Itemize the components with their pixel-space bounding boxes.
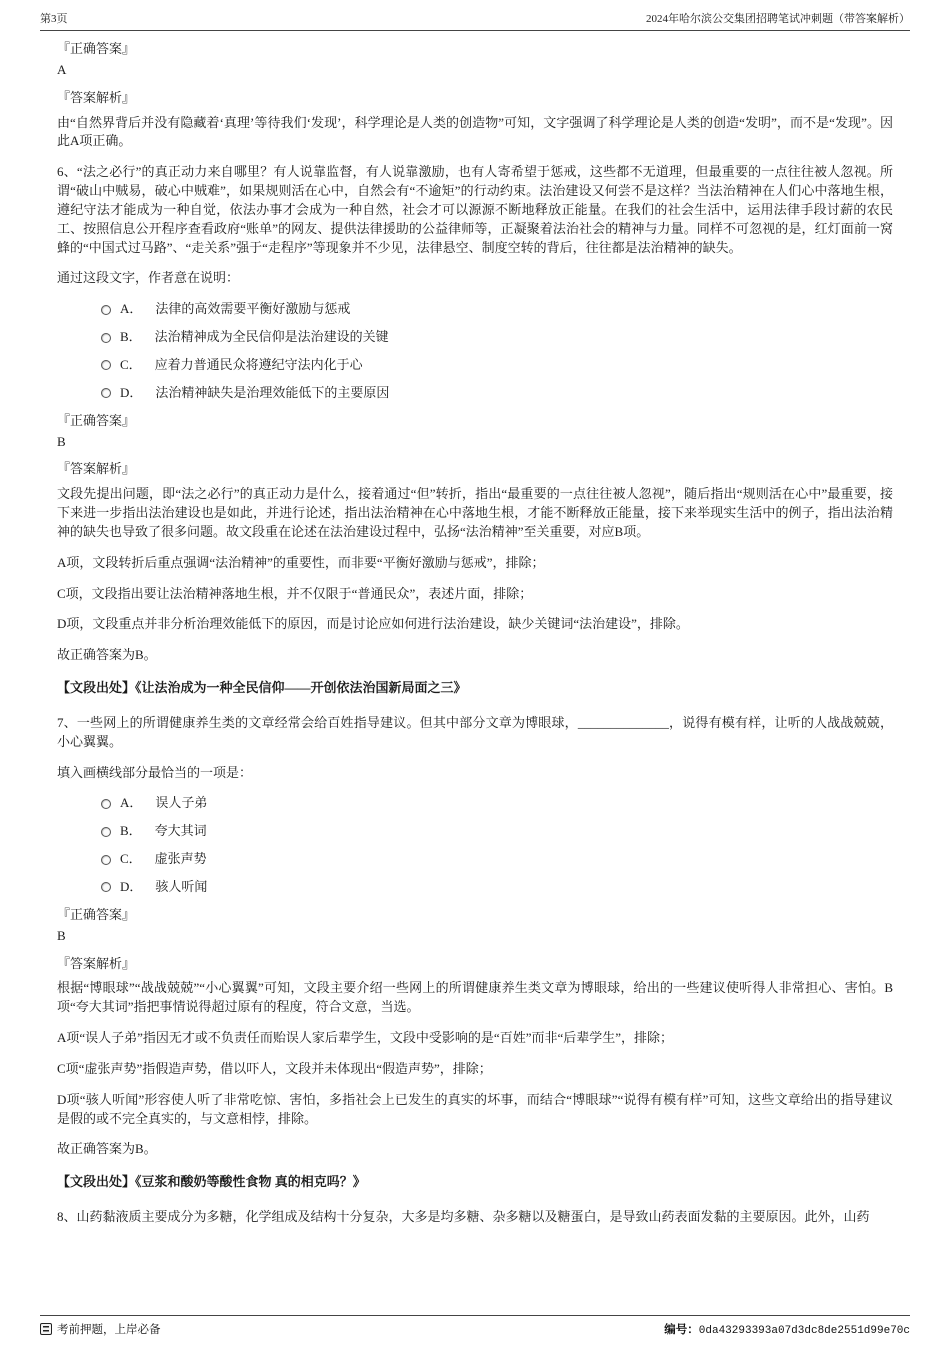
q7-point-d: D项“骇人听闻”形容使人听了非常吃惊、害怕，多指社会上已发生的真实的坏事，而结合“博眼球”“说得有模有样”可知，这些文章给出的指导建议是假的或不完全真实的，与文意相悖，排除。 <box>57 1091 893 1126</box>
question-7-stem: 7、一些网上的所谓健康养生类的文章经常会给百姓指导建议。但其中部分文章为博眼球，______________，说得有模有样，让听的人战战兢兢，小心翼翼。 <box>57 714 893 749</box>
question-6-prompt: 通过这段文字，作者意在说明： <box>57 270 240 286</box>
option-q7-a[interactable] <box>101 794 893 813</box>
option-text: 法治精神成为全民信仰是法治建设的关键 <box>154 329 389 345</box>
q7-source: 【文段出处】《豆浆和酸奶等酸性食物 真的相克吗？》 <box>57 1174 366 1190</box>
page-number: 第3页 <box>40 13 68 25</box>
document-title: 2024年哈尔滨公交集团招聘笔试冲刺题（带答案解析） <box>646 13 910 25</box>
option-letter: A． <box>120 301 143 317</box>
analysis-label: 『答案解析』 <box>57 89 136 105</box>
option-q6-c[interactable] <box>101 356 893 375</box>
correct-answer-label: 『正确答案』 <box>57 906 136 922</box>
q6-source: 【文段出处】《让法治成为一种全民信仰——开创依法治国新局面之三》 <box>57 680 467 696</box>
option-text: 法治精神缺失是治理效能低下的主要原因 <box>155 384 390 400</box>
correct-answer-label: 『正确答案』 <box>57 412 136 428</box>
q7-conclusion: 故正确答案为B。 <box>57 1141 157 1157</box>
answer-value-prev: A <box>57 61 67 77</box>
page-header <box>40 10 910 31</box>
option-letter: C． <box>120 356 142 372</box>
radio-icon[interactable] <box>101 360 111 370</box>
option-letter: A． <box>120 795 143 811</box>
radio-icon[interactable] <box>101 305 111 315</box>
option-letter: C． <box>120 851 142 867</box>
q6-point-a: A项，文段转折后重点强调“法治精神”的重要性，而非要“平衡好激励与惩戒”，排除； <box>57 554 545 570</box>
q7-point-c: C项“虚张声势”指假造声势，借以吓人，文段并未体现出“假造声势”，排除； <box>57 1060 492 1076</box>
answer-value-q7: B <box>57 927 66 943</box>
radio-icon[interactable] <box>101 882 111 892</box>
radio-icon[interactable] <box>101 799 111 809</box>
question-7-prompt: 填入画横线部分最恰当的一项是： <box>57 764 253 780</box>
option-q7-b[interactable] <box>101 822 893 841</box>
q6-point-c: C项，文段指出要让法治精神落地生根，并不仅限于“普通民众”，表述片面，排除； <box>57 585 533 601</box>
radio-icon[interactable] <box>101 827 111 837</box>
q7-point-a: A项“误人子弟”指因无才或不负责任而贻误人家后辈学生，文段中受影响的是“百姓”而非“后辈学生”，排除； <box>57 1030 674 1046</box>
question-7-options <box>57 794 893 896</box>
radio-icon[interactable] <box>101 333 111 343</box>
analysis-label: 『答案解析』 <box>57 955 136 971</box>
question-6-stem: 6、“法之必行”的真正动力来自哪里？有人说靠监督，有人说靠激励，也有人寄希望于惩戒，这些都不无道理，但最重要的一点往往被人忽视。所谓“破山中贼易，破心中贼难”，如果规则活在心中，自然会有“不逾矩”的行动约束。法治建设又何尝不是这样？当法治精神在人们心中落地生根，遵纪守法才能成为一种自觉，依法办事才会成为一种自然，社会才可以源源不断地释放正能量。在我们的社会生活中，运用法律手段讨薪的农民工、按照信息公开程序查看政府“账单”的网友、提供法律援助的公益律师等，正凝聚着法治社会的精神与力量。同样不可忽视的是，红灯面前一窝蜂的“中国式过马路”、“走关系”强于“走程序”等现象并不少见，法律悬空、制度空转的背后，往往都是法治精神的缺失。 <box>57 164 893 255</box>
option-letter: B． <box>120 329 142 345</box>
option-q7-d[interactable] <box>101 878 893 897</box>
analysis-text-prev: 由“自然界背后并没有隐藏着‘真理’等待我们‘发现’，科学理论是人类的创造物”可知，文字强调了科学理论是人类的创造“发明”，而不是“发现”。因此A项正确。 <box>57 114 893 149</box>
correct-answer-label: 『正确答案』 <box>57 41 136 56</box>
option-q6-a[interactable] <box>101 300 893 319</box>
analysis-label: 『答案解析』 <box>57 461 136 477</box>
analysis-text-q6: 文段先提出问题，即“法之必行”的真正动力是什么，接着通过“但”转折，指出“最重要的一点往往被人忽视”，随后指出“规则活在心中”最重要，接下来进一步指出法治建设也是如此，并进行论述，指出法治精神在心中落地生根，才能不断释放正能量，接下来举现实生活中的例子，指出法治精神的缺失也导致了很多问题。故文段重在论述在法治建设过程中，弘扬“法治精神”至关重要，对应B项。 <box>57 486 893 539</box>
radio-icon[interactable] <box>101 388 111 398</box>
option-q7-c[interactable] <box>101 850 893 869</box>
option-text: 法律的高效需要平衡好激励与惩戒 <box>155 301 351 317</box>
doc-code: 0da43293393a07d3dc8de2551d99e70c <box>698 1325 910 1337</box>
analysis-text-q7: 根据“博眼球”“战战兢兢”“小心翼翼”可知，文段主要介绍一些网上的所谓健康养生类文章为博眼球，给出的一些建议使听得人非常担心、害怕。B项“夸大其词”指把事情说得超过原有的程度，符合文意，当选。 <box>57 980 893 1015</box>
option-text: 骇人听闻 <box>155 879 208 894</box>
answer-value-q6: B <box>57 433 66 449</box>
option-letter: D． <box>120 384 143 400</box>
option-letter: B． <box>120 823 142 839</box>
option-q6-b[interactable] <box>101 328 893 347</box>
question-6-options <box>57 300 893 402</box>
question-8-stem: 8、山药黏液质主要成分为多糖，化学组成及结构十分复杂，大多是均多糖、杂多糖以及糖蛋白，是导致山药表面发黏的主要原因。此外，山药 <box>57 1209 870 1225</box>
option-q6-d[interactable] <box>101 384 893 403</box>
option-letter: D． <box>120 879 143 894</box>
footer-slogan: 考前押题，上岸必备 <box>57 1324 161 1336</box>
doc-code-label: 编号： <box>664 1324 699 1336</box>
stamp-icon <box>40 1323 52 1335</box>
q6-conclusion: 故正确答案为B。 <box>57 647 157 663</box>
option-text: 误人子弟 <box>155 795 208 811</box>
q6-point-d: D项，文段重点并非分析治理效能低下的原因，而是讨论应如何进行法治建设，缺少关键词“法治建设”，排除。 <box>57 616 689 632</box>
option-text: 应着力普通民众将遵纪守法内化于心 <box>154 356 363 372</box>
radio-icon[interactable] <box>101 855 111 865</box>
option-text: 虚张声势 <box>154 851 207 867</box>
option-text: 夸大其词 <box>154 823 207 839</box>
page-content <box>57 40 893 1305</box>
page-footer <box>40 1315 910 1337</box>
